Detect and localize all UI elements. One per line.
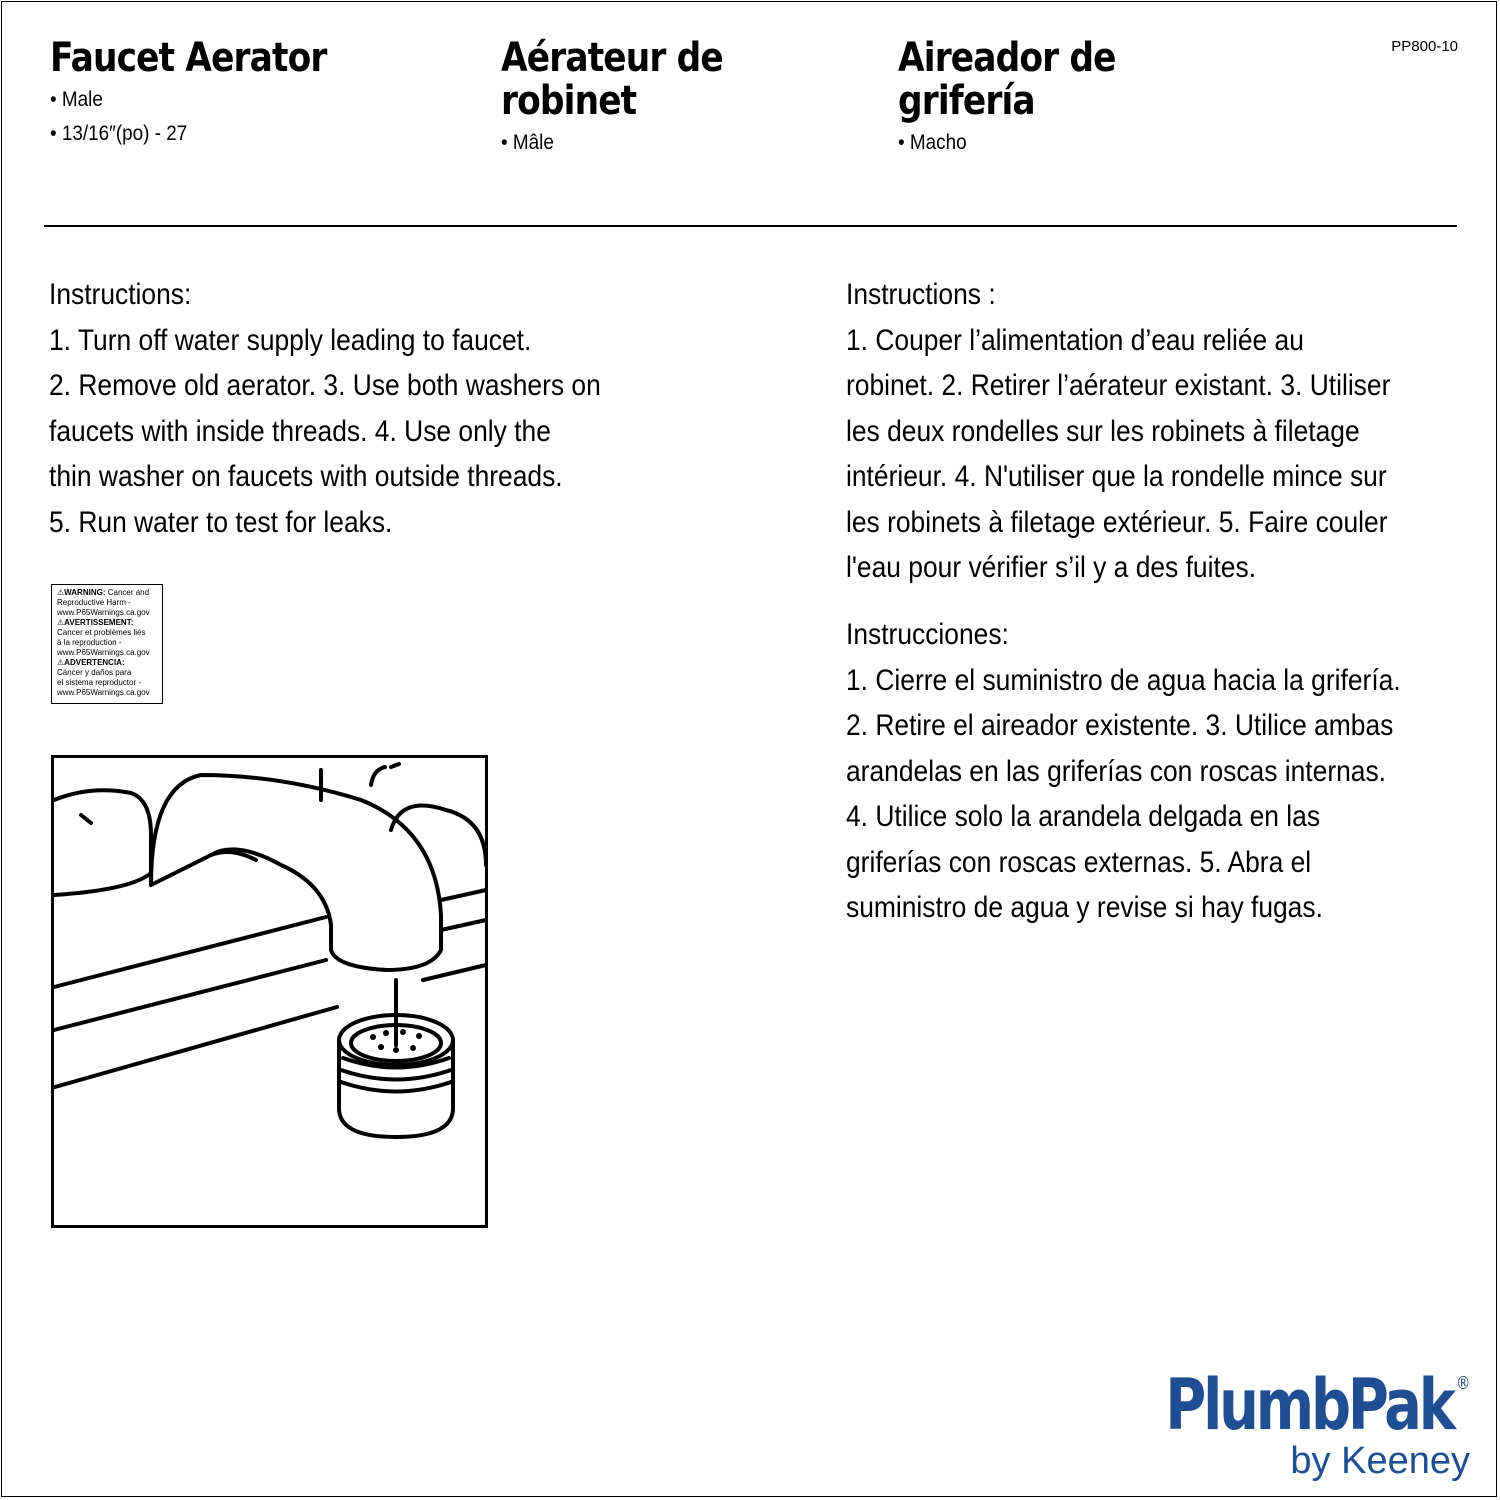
prop65-warning-label [51,584,163,704]
instructions-es-line: 1. Cierre el suministro de agua hacia la grifería. [846,663,1401,697]
instructions-es-line: 4. Utilice solo la arandela delgada en las [846,800,1321,833]
instructions-fr-line: 1. Couper l’alimentation d’eau reliée au [846,323,1304,357]
instructions-es-line: griferías con roscas externas. 5. Abra el [846,845,1312,879]
title-es: Aireador de grifería [898,35,1116,124]
registered-mark: ® [1455,1373,1470,1394]
bullet-fr-male: • Mâle [501,131,554,154]
title-en: Faucet Aerator [50,35,327,81]
faucet-aerator-illustration [51,755,488,1228]
instructions-en-line: faucets with inside threads. 4. Use only the [49,414,551,448]
instructions-fr-line: les robinets à filetage extérieur. 5. Faire couler [846,505,1388,539]
title-fr: Aérateur de robinet [501,35,723,124]
instructions-fr-line: intérieur. 4. N'utiliser que la rondelle mince sur [846,460,1387,493]
instructions-es-line: 2. Retire el aireador existente. 3. Utilice ambas [846,709,1394,742]
instructions-fr-line: l'eau pour vérifier s’il y a des fuites. [846,551,1257,584]
instructions-en-line: 1. Turn off water supply leading to faucet. [49,323,532,357]
brand-logo [1089,1346,1470,1481]
instructions-fr-line: robinet. 2. Retirer l’aérateur existant. 3. Utiliser [846,369,1391,402]
instructions-en-line: 2. Remove old aerator. 3. Use both washers on [49,369,601,402]
instructions-fr [846,272,1390,591]
warning-en: ⚠WARNING: Cancer and Reproductive Harm - www.P65Warnings.ca.gov [57,588,150,617]
instructions-fr-heading: Instructions : [846,278,996,311]
bullet-es-male: • Macho [898,131,967,154]
warning-fr: ⚠AVERTISSEMENT: Cancer et problèmes liés à la reproduction - www.P65Warnings.ca.gov [57,618,150,657]
instructions-en-heading: Instructions: [49,278,192,311]
product-code: PP800-10 [1391,38,1458,55]
instructions-es-line: arandelas en las griferías con roscas internas. [846,754,1387,788]
bullet-en-male: • Male [50,88,103,111]
instructions-fr-line: les deux rondelles sur les robinets à filetage [846,414,1360,448]
brand-byline: by Keeney [1290,1440,1470,1482]
instructions-en-line: 5. Run water to test for leaks. [49,505,393,539]
header-divider [44,225,1457,227]
bullet-en-size: • 13/16″(po) - 27 [50,122,188,145]
instructions-es-heading: Instrucciones: [846,618,1009,651]
instructions-en [49,272,601,545]
instructions-es [846,612,1401,931]
brand-name: PlumbPak ® [1164,1364,1470,1446]
instructions-en-line: thin washer on faucets with outside threads. [49,460,563,493]
instructions-es-line: suministro de agua y revise si hay fugas. [846,891,1323,924]
warning-es: ⚠ADVERTENCIA: Cáncer y daños para el sistema reproductor - www.P65Warnings.ca.gov [57,658,150,697]
